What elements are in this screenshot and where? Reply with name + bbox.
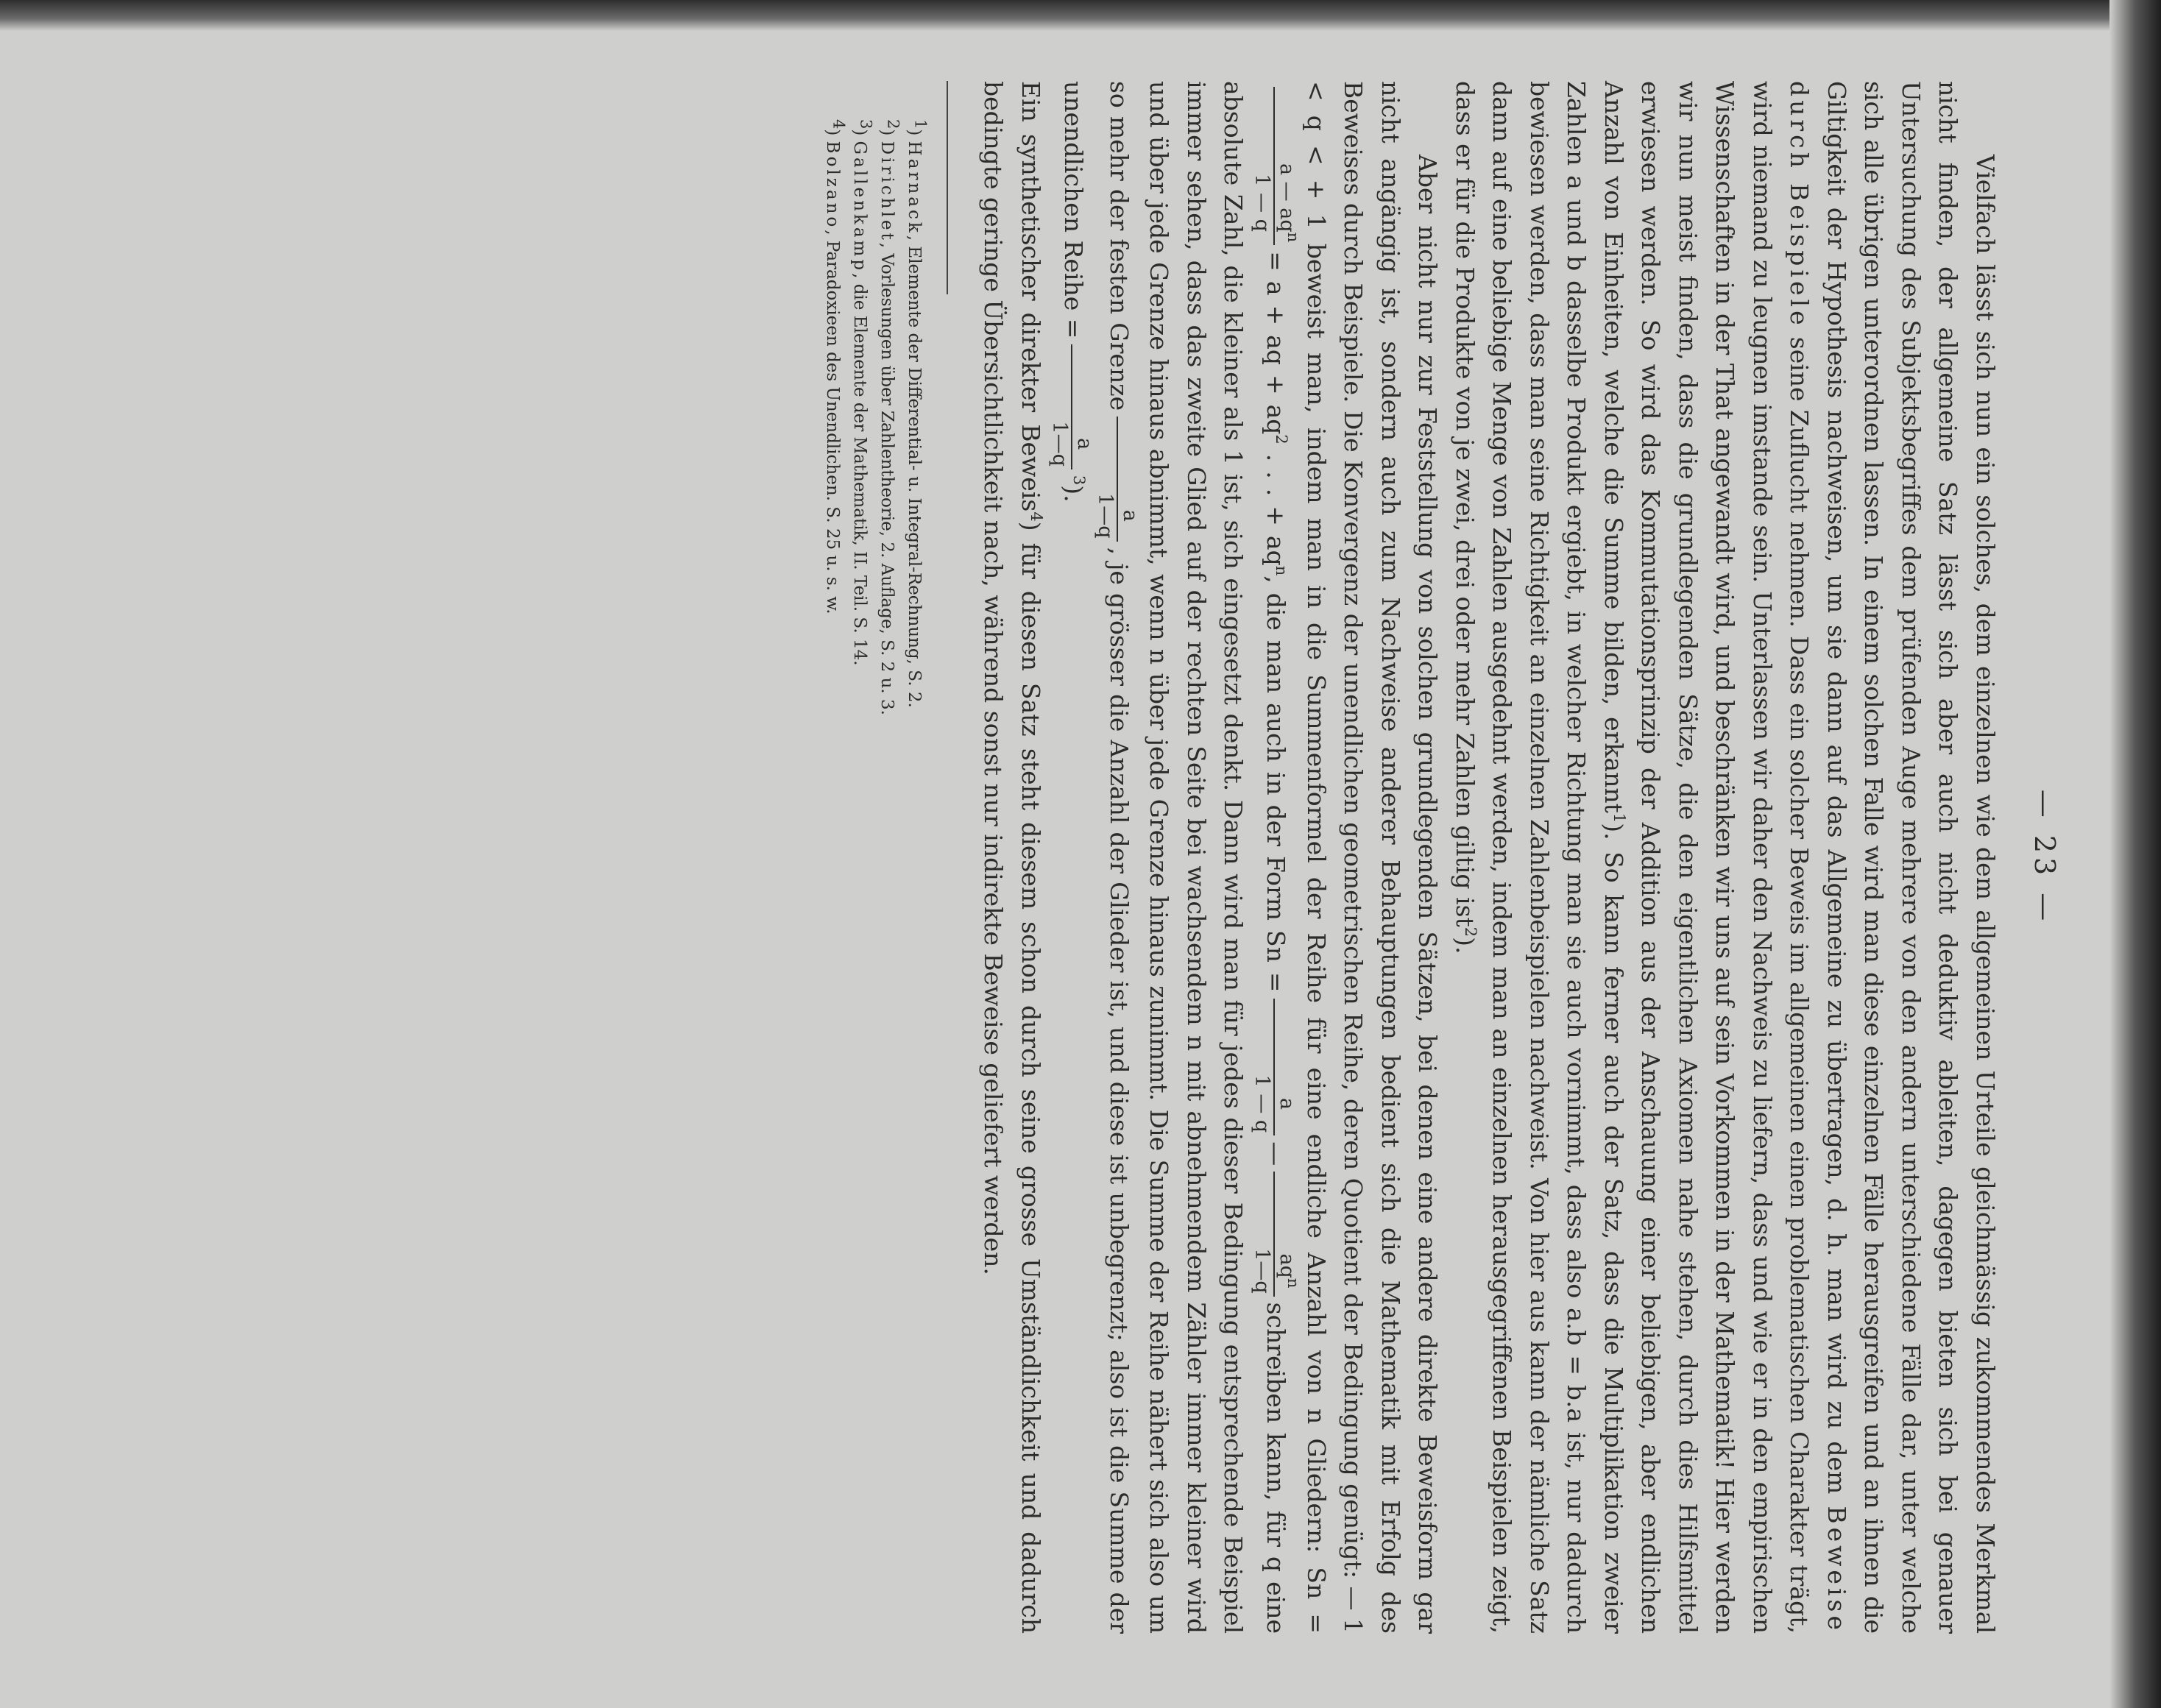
fraction-sum-formula bbox=[1251, 87, 1303, 245]
denominator: 1—q bbox=[1094, 493, 1117, 539]
exponent: n bbox=[1284, 232, 1303, 243]
text-run: ). bbox=[1059, 485, 1088, 503]
numerator bbox=[1274, 87, 1303, 245]
footnote-2: $^2$) Dirichlet, Vorlesungen über Zahlentheorie, 2. Auflage, S. 2 u. 3. bbox=[877, 119, 902, 715]
footnote-number: 1 bbox=[911, 119, 930, 130]
footnote-divider bbox=[947, 81, 948, 294]
footnote-author: Dirichlet bbox=[877, 141, 896, 243]
fraction-aqn-over-1-q bbox=[1251, 1172, 1303, 1296]
denominator: 1—q bbox=[1048, 421, 1071, 467]
denominator: 1 — q bbox=[1251, 1074, 1274, 1133]
fraction-limit bbox=[1094, 417, 1140, 541]
footnotes bbox=[818, 81, 930, 1634]
footnote-ref-3: 3 bbox=[1070, 475, 1088, 486]
text-run: ). So kann ferner auch der Satz, dass die Multiplikation zweier Zahlen a und b dasselbe Produkt ergiebt, in welcher Richtung man sie auch vornimmt, dass also a.b = b.a ist, nur dadurch bewiesen werden, dass man seine Richtigkeit an einzelnen Zahlenbeispielen nachweist. Von hier aus kann der nämliche Satz dann auf eine beliebige Menge von Zahlen ausgedehnt werden, indem man an einzelnen herausgegriffenen Beispielen zeigt, dass er für die Produkte von je zwei, drei oder mehr Zahlen giltig ist bbox=[1451, 81, 1628, 1634]
minus-sign: — bbox=[1262, 1141, 1291, 1166]
footnote-author: Harnack bbox=[905, 141, 924, 235]
exponent: 2 bbox=[1273, 434, 1291, 444]
numerator: a bbox=[1071, 344, 1094, 469]
body-text bbox=[975, 81, 2003, 1634]
exponent: n bbox=[1284, 1278, 1303, 1289]
exponent: n bbox=[1273, 565, 1291, 576]
page-number: — 23 — bbox=[2029, 789, 2061, 926]
fraction-a-over-1-q bbox=[1252, 999, 1298, 1136]
footnote-ref-4: 4 bbox=[1028, 511, 1045, 522]
footnote-3: $^3$) Gallenkamp, die Elemente der Mathematik, II. Teil. S. 14. bbox=[850, 119, 875, 666]
numerator-text: aq bbox=[1276, 1253, 1299, 1278]
footnote-number: 4 bbox=[830, 119, 848, 130]
text-run: ). bbox=[1451, 937, 1479, 954]
denominator: 1—q bbox=[1251, 1248, 1274, 1294]
footnote-text: , Elemente der Differential- u. Integral-Rechnung, S. 2. bbox=[905, 235, 924, 708]
paragraph-1 bbox=[1446, 81, 2004, 1634]
text-run: seine Zuflucht nehmen. Dass ein solcher Beweis im allgemeinen einen problematischen Charakter trägt, wird niemand zu leugnen imstande sein. Unterlassen wir daher den Nachweis zu liefern, dass und wie er in den empirischen Wissenschaften in der That angewandt wird, und beschränken wir uns auf sein Vorkommen in der Mathematik! Hier werden wir nun meist finden, dass die grundlegenden Sätze, die den eigentlichen Axiomen nahe stehen, durch dies Hilfsmittel erwiesen werden. So wird das Kommutationsprinzip der Addition aus der Anschauung einer beliebigen, aber endlichen Anzahl von Einheiten, welche die Summe bilden, erkannt bbox=[1599, 81, 1814, 1634]
numerator-text: a — aq bbox=[1276, 163, 1299, 233]
numerator: a bbox=[1117, 417, 1140, 541]
text-run: schreiben kann, für q eine absolute Zahl, die kleiner als 1 ist, sich eingesetzt denkt. Dann wird man für jedes dieser Bedingung entsprechende Beispiel immer sehen, dass das zweite Glied auf der rechten Seite bei wachsendem n mit abnehmendem Zähler immer kleiner wird und über jede Grenze hinaus abnimmt, wenn n über jede Grenze hinaus zunimmt. Die Summe der Reihe nähert sich also um so mehr der festen Grenze bbox=[1105, 81, 1291, 1634]
text-run: Vielfach lässt sich nun ein solches, dem einzelnen wie dem allgemeinen Urteile gleichmässig zukommendes Merkmal nicht finden, der allgemeine Satz lässt sich aber auch nicht deduktiv ableiten, dagegen bieten sich bei genauer Untersuchung des Subjektsbegriffes dem prüfenden Auge mehrere von den andern unterschiedene Fälle dar, unter welche sich alle übrigen unterordnen lassen. In einem solchen Falle wird man diese einzelnen Fälle herausgreifen und an ihnen die Giltigkeit der Hypothesis nachweisen, um sie dann auf das Allgemeine zu übertragen, d. h. man wird zu dem bbox=[1822, 81, 2000, 1634]
footnote-text: , die Elemente der Mathematik, II. Teil. S. 14. bbox=[850, 273, 869, 666]
footnote-1: $^1$) Harnack, Elemente der Differential- u. Integral-Rechnung, S. 2. bbox=[905, 119, 930, 708]
footnote-ref-1: 1 bbox=[1610, 812, 1628, 823]
paragraph-2 bbox=[1049, 81, 1446, 1634]
text-run: , je grösser die Anzahl der Glieder ist, und diese ist unbegrenzt; also ist die Summe der unendlichen Reihe = bbox=[1059, 81, 1133, 1634]
text-run: Ein synthetischer direkter Beweis bbox=[1016, 81, 1045, 512]
denominator: 1 — q bbox=[1251, 174, 1274, 232]
footnote-text: , Paradoxieen des Unendlichen. S. 25 u. s. w. bbox=[823, 230, 842, 614]
text-run: = a + aq + aq bbox=[1262, 251, 1291, 435]
page-content bbox=[346, 81, 2061, 1634]
fraction-series-sum bbox=[1049, 344, 1094, 469]
footnote-4: $^4$) Bolzano, Paradoxieen des Unendlichen. S. 25 u. s. w. bbox=[823, 119, 848, 614]
numerator: a bbox=[1274, 999, 1298, 1136]
text-run: Aber nicht nur zur Feststellung von solchen grundlegenden Sätzen, bei denen eine andere direkte Beweisform gar nicht angängig ist, sondern auch zum Nachweise anderer Behauptungen bedient sich die Mathematik mit Erfolg des Beweises durch Beispiele. Die Konvergenz der unendlichen geometrischen Reihe, deren Quotient der Bedingung genügt: — 1 < q < + 1 beweist man, indem man in die Summenformel der Reihe für eine endliche Anzahl von n Gliedern: Sn = bbox=[1302, 81, 1443, 1634]
emphasis-spaced: Beweise durch Beispiele bbox=[1785, 81, 1851, 1634]
text-run: . . . + aq bbox=[1262, 453, 1291, 566]
footnote-author: Bolzano bbox=[823, 141, 842, 230]
numerator bbox=[1274, 1172, 1303, 1296]
paragraph-3 bbox=[975, 81, 1049, 1634]
text-run: ) für diesen Satz steht diesem schon durch seine grosse Umständlichkeit und dadurch bedingte geringe Übersichtlichkeit nach, während sonst nur indirekte Beweise geliefert werden. bbox=[979, 81, 1045, 1634]
footnote-number: 2 bbox=[884, 119, 902, 130]
footnote-number: 3 bbox=[857, 119, 875, 130]
footnote-author: Gallenkamp bbox=[850, 141, 869, 274]
footnote-ref-2: 2 bbox=[1462, 926, 1479, 938]
text-run: , die man auch in der Form Sn = bbox=[1262, 575, 1291, 993]
footnote-text: , Vorlesungen über Zahlentheorie, 2. Auflage, S. 2 u. 3. bbox=[877, 242, 896, 715]
